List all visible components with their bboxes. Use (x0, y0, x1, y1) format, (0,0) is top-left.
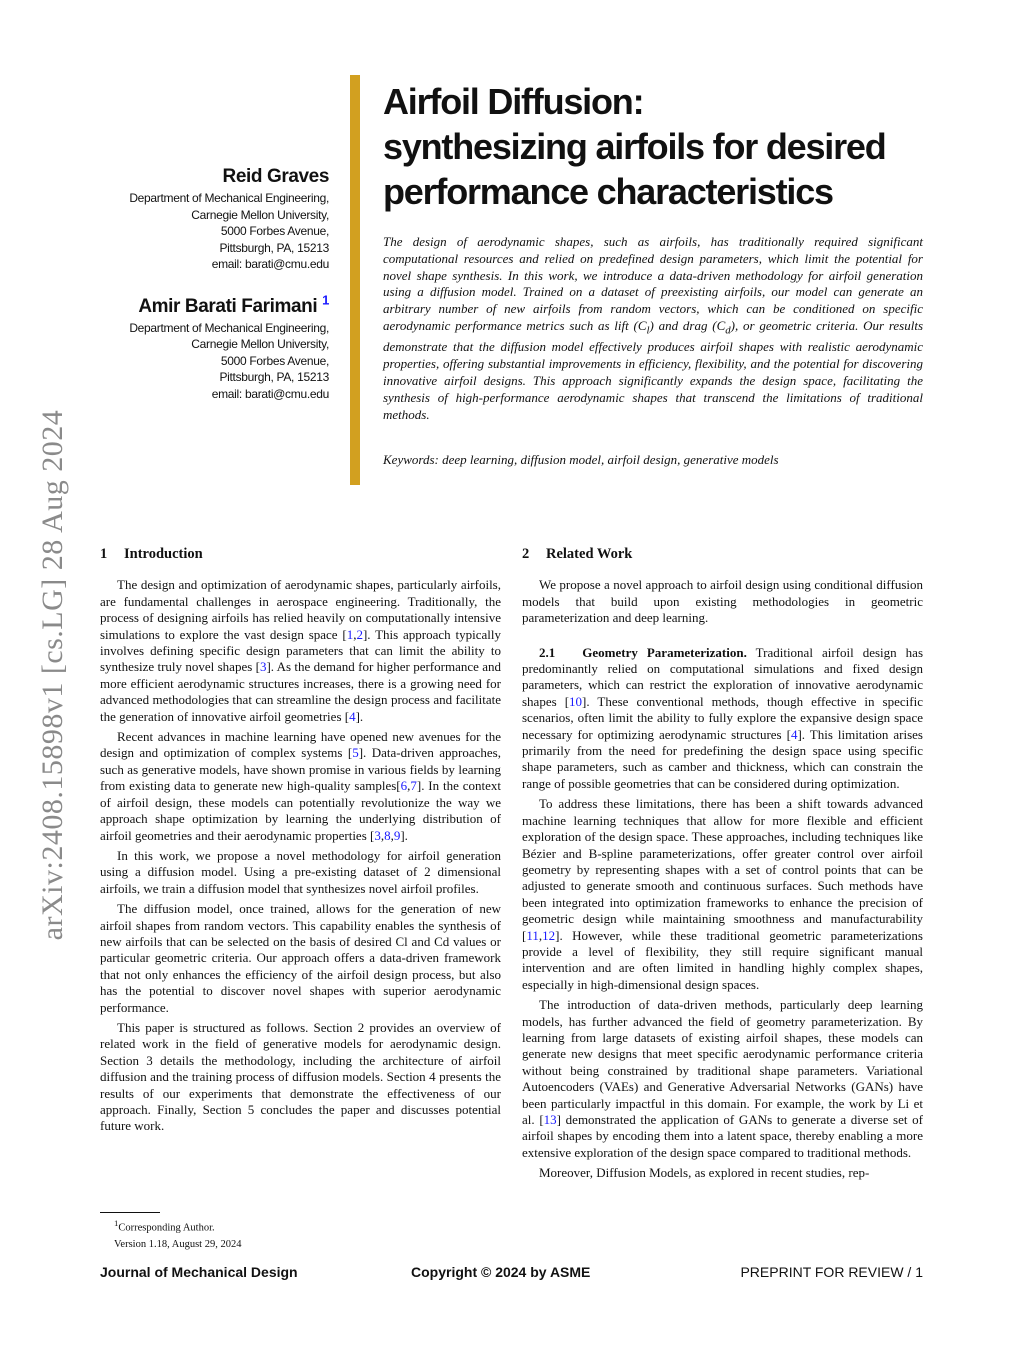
paragraph: We propose a novel approach to airfoil design using conditional diffusion models that build upon existing methodologies in geometric parameterization and deep learning. (522, 577, 923, 626)
citation-link[interactable]: 5 (352, 745, 359, 761)
paragraph (522, 997, 923, 1161)
abstract-text: ) and drag ( (649, 317, 717, 333)
abstract-text: The design of aerodynamic shapes, such as airfoils, has traditionally required significant computational resources and relied on predefined design parameters, which limit the potential for novel shape synthesis. In this work, we introduce a data-driven methodology for airfoil generation using a diffusion model. Trained on a dataset of preexisting airfoils, our model can generate an arbitrary number of new airfoils from random vectors, which can be conditioned on specific aerodynamic performance metrics such as lift ( (383, 234, 923, 333)
author-block (100, 292, 329, 403)
subsection-heading (539, 645, 747, 660)
citation-link[interactable]: 10 (569, 693, 583, 709)
text-run: , (407, 778, 411, 794)
arxiv-stamp (33, 380, 73, 970)
citation-link[interactable]: 3 (374, 827, 381, 843)
citation-link[interactable]: 4 (790, 726, 798, 742)
citation-link[interactable]: 11 (526, 927, 539, 943)
paragraph: Moreover, Diffusion Models, as explored in recent studies, rep- (539, 1165, 870, 1181)
subsection-title: Geometry Parameterization. (582, 644, 747, 660)
footnote-rule (100, 1212, 160, 1213)
text-run: ]. As the demand for higher performance and more efficient aerodynamic structures increases, there is a growing need for advanced methodologies that can streamline the design process and facilitate the generation of innovative airfoil geometries [ (100, 659, 501, 724)
section-number: 1 (100, 546, 108, 562)
text-run: , (380, 827, 385, 843)
author-list (100, 166, 329, 402)
paragraph (100, 729, 501, 844)
paragraph (100, 577, 501, 725)
footnote (100, 1212, 400, 1253)
version-line: Version 1.18, August 29, 2024 (114, 1238, 242, 1250)
title-line: performance characteristics (383, 171, 833, 212)
text-run: ]. These conventional methods, though effective in specific scenarios, often limit the ability to fully explore the expansive design space necessary for optimizing aerodynamic structures [ (522, 693, 923, 742)
text-run: ] demonstrated the application of GANs to generate a diverse set of airfoil shapes by encoding them into a latent space, thereby enabling a more extensive exploration of the design space compared to traditional methods. (522, 1112, 923, 1160)
text-run: ]. (400, 827, 408, 843)
text-run: , (538, 927, 543, 943)
affiliation-line: Pittsburgh, PA, 15213 (219, 370, 329, 384)
citation-link[interactable]: 12 (542, 927, 556, 943)
text-run: ]. Data-driven approaches, such as generative models, have shown promise in various fields by learning from existing data to generate new high-quality samples[ (100, 745, 501, 794)
page-indicator: PREPRINT FOR REVIEW / 1 (740, 1264, 923, 1280)
copyright: Copyright © 2024 by ASME (411, 1264, 591, 1280)
citation-link[interactable]: 6 (400, 778, 408, 794)
journal-name: Journal of Mechanical Design (100, 1264, 298, 1280)
paragraph: In this work, we propose a novel methodology for airfoil generation using a diffusion model. Using a pre-existing dataset of 2 dimensional airfoils, we train a diffusion model that synthesizes novel airfoil profiles. (100, 847, 501, 896)
citation-link[interactable]: 9 (393, 827, 401, 843)
text-run: , (353, 626, 357, 642)
subsection (522, 645, 923, 793)
section-heading (100, 546, 501, 562)
section-title: Introduction (124, 546, 203, 562)
section-number: 2 (522, 546, 530, 562)
author-email: email: barati@cmu.edu (211, 257, 329, 271)
author-name: Reid Graves (222, 166, 329, 187)
affiliation-line: Pittsburgh, PA, 15213 (219, 240, 329, 255)
section-heading (522, 546, 923, 562)
arxiv-stamp-text: arXiv:2408.15898v1 [cs.LG] 28 Aug 2024 (36, 409, 69, 941)
text-run: The design and optimization of aerodynamic shapes, particularly airfoils, are fundamental challenges in aerospace engineering. Traditionally, the process of designing airfoils has relied heavily on computationally intensive simulations to explore the vast design space [ (100, 577, 501, 642)
citation-link[interactable]: 1 (346, 626, 354, 642)
affiliation-line: 5000 Forbes Avenue, (220, 224, 329, 238)
abstract (383, 234, 923, 423)
paragraph: The diffusion model, once trained, allows for the generation of new airfoil shapes from random vectors. This capability enables the synthesis of new airfoils that can be selected on the basis of desired Cl and Cd values or particular geometric criteria. Our approach offers a data-driven framework that not only enhances the efficiency of the airfoil design process, but also has the potential to discover novel shapes with superior aerodynamic performance. (100, 901, 501, 1015)
citation-link[interactable]: 2 (356, 626, 363, 642)
symbol-cl-sub: l (646, 324, 650, 337)
text-run: ]. However, while these traditional geometric parameterizations provide a level of flexibility, they still require significant manual intervention and are often limited in handling highly complex shapes, especially in high-dimensional design spaces. (522, 927, 923, 992)
footnote-text (100, 1215, 400, 1237)
text-run: ]. This limitation arises primarily from the need for predefining the design space using specific shape parameters, such as camber and thickness, which can constrain the range of possible geometries that can be considered during optimization. (522, 726, 923, 791)
abstract-text: ), or geometric criteria. Our results demonstrate that the diffusion model effectively produces airfoil shapes with realistic aerodynamic properties, offering substantial improvements in efficiency, flexibility, and the potential for discovering innovative airfoil designs. This approach significantly expands the design space, facilitating the synthesis of high-performance aerodynamic shapes that transcend the limitations of traditional methods. (383, 317, 924, 422)
footnote-mark: 1 (114, 1218, 119, 1228)
symbol-cd: C (716, 317, 726, 333)
affiliation-line: Carnegie Mellon University, (191, 207, 329, 222)
text-run: The introduction of data-driven methods, particularly deep learning models, has further advanced the field of geometry parameterization. By learning from large datasets of existing airfoil shapes, these models can generate new designs that meet specific aerodynamic performance criteria without being constrained by traditional shape parameters. Variational Autoencoders (VAEs) and Generative Adversarial Networks (GANs) have been particularly impactful in this domain. For example, the work by Li et al. [ (522, 997, 923, 1127)
title-line: Airfoil Diffusion: (383, 81, 644, 122)
paragraph: This paper is structured as follows. Section 2 provides an overview of related work in the field of generative models for aerodynamic design. Section 3 details the methodology, including the architecture of airfoil diffusion and the training process of diffusion models. Section 4 presents the results of our experiments that demonstrate the effectiveness of our approach. Finally, Section 5 concludes the paper and discusses potential future work. (100, 1019, 501, 1134)
affiliation-line: 5000 Forbes Avenue, (220, 353, 329, 368)
author-name-row (100, 292, 329, 318)
text-run: ]. (355, 708, 364, 724)
citation-link[interactable]: 8 (384, 827, 391, 843)
text-run: Traditional airfoil design has predominantly relied on computational simulations and fixed design parameters, which can restrict the exploration of innovative aerodynamic shapes [ (522, 644, 924, 709)
subsection-number: 2.1 (539, 644, 556, 660)
author-email: email: barati@cmu.edu (211, 386, 329, 401)
title-line: synthesizing airfoils for desired (383, 126, 886, 167)
paragraph (522, 796, 923, 993)
section-title: Related Work (546, 546, 633, 562)
page-footer (100, 1264, 923, 1284)
paper-title (383, 79, 993, 214)
paragraph (522, 645, 923, 793)
column-left (100, 546, 501, 1139)
footnote-body: Corresponding Author. (118, 1222, 215, 1234)
citation-link[interactable]: 3 (259, 659, 267, 675)
citation-link[interactable]: 4 (349, 708, 356, 724)
accent-bar (350, 75, 360, 485)
text-run: , (390, 827, 394, 843)
footnote-marker[interactable]: 1 (322, 292, 329, 308)
affiliation-line: Department of Mechanical Engineering, (129, 320, 329, 335)
symbol-cd-sub: d (725, 324, 731, 337)
text-run: Recent advances in machine learning have opened new avenues for the design and optimization of complex systems [ (100, 729, 501, 761)
affiliation-line: Department of Mechanical Engineering, (129, 191, 329, 205)
text-run: To address these limitations, there has been a shift towards advanced machine learning techniques that allow for more flexible and efficient exploration of the design space. These approaches, including techniques like Bézier and B-spline parameterizations, offer greater control over airfoil geometry by representing shapes with a set of control points that can be adjusted to generate smooth and continuous surfaces. Such methods have been integrated into optimization frameworks to enhance the precision of geometric design while maintaining smoothness and manufacturability [ (522, 796, 923, 943)
author-block (100, 166, 329, 273)
author-name: Amir Barati Farimani (138, 295, 318, 317)
keywords: Keywords: deep learning, diffusion model, airfoil design, generative models (383, 452, 779, 467)
citation-link[interactable]: 7 (410, 778, 417, 794)
symbol-cl: C (637, 317, 647, 333)
text-run: ]. This approach typically involves defining specific design parameters that can limit the ability to synthesize truly novel shapes [ (100, 626, 501, 675)
citation-link[interactable]: 13 (543, 1112, 557, 1127)
paragraph-runs (522, 645, 923, 791)
affiliation-line: Carnegie Mellon University, (191, 337, 329, 351)
text-run: ]. In the context of airfoil design, these models can potentially revolutionize the way we approach shape optimization by learning the underlying distribution of airfoil geometries and their aerodynamic properties [ (100, 778, 501, 843)
column-right (522, 546, 923, 1186)
